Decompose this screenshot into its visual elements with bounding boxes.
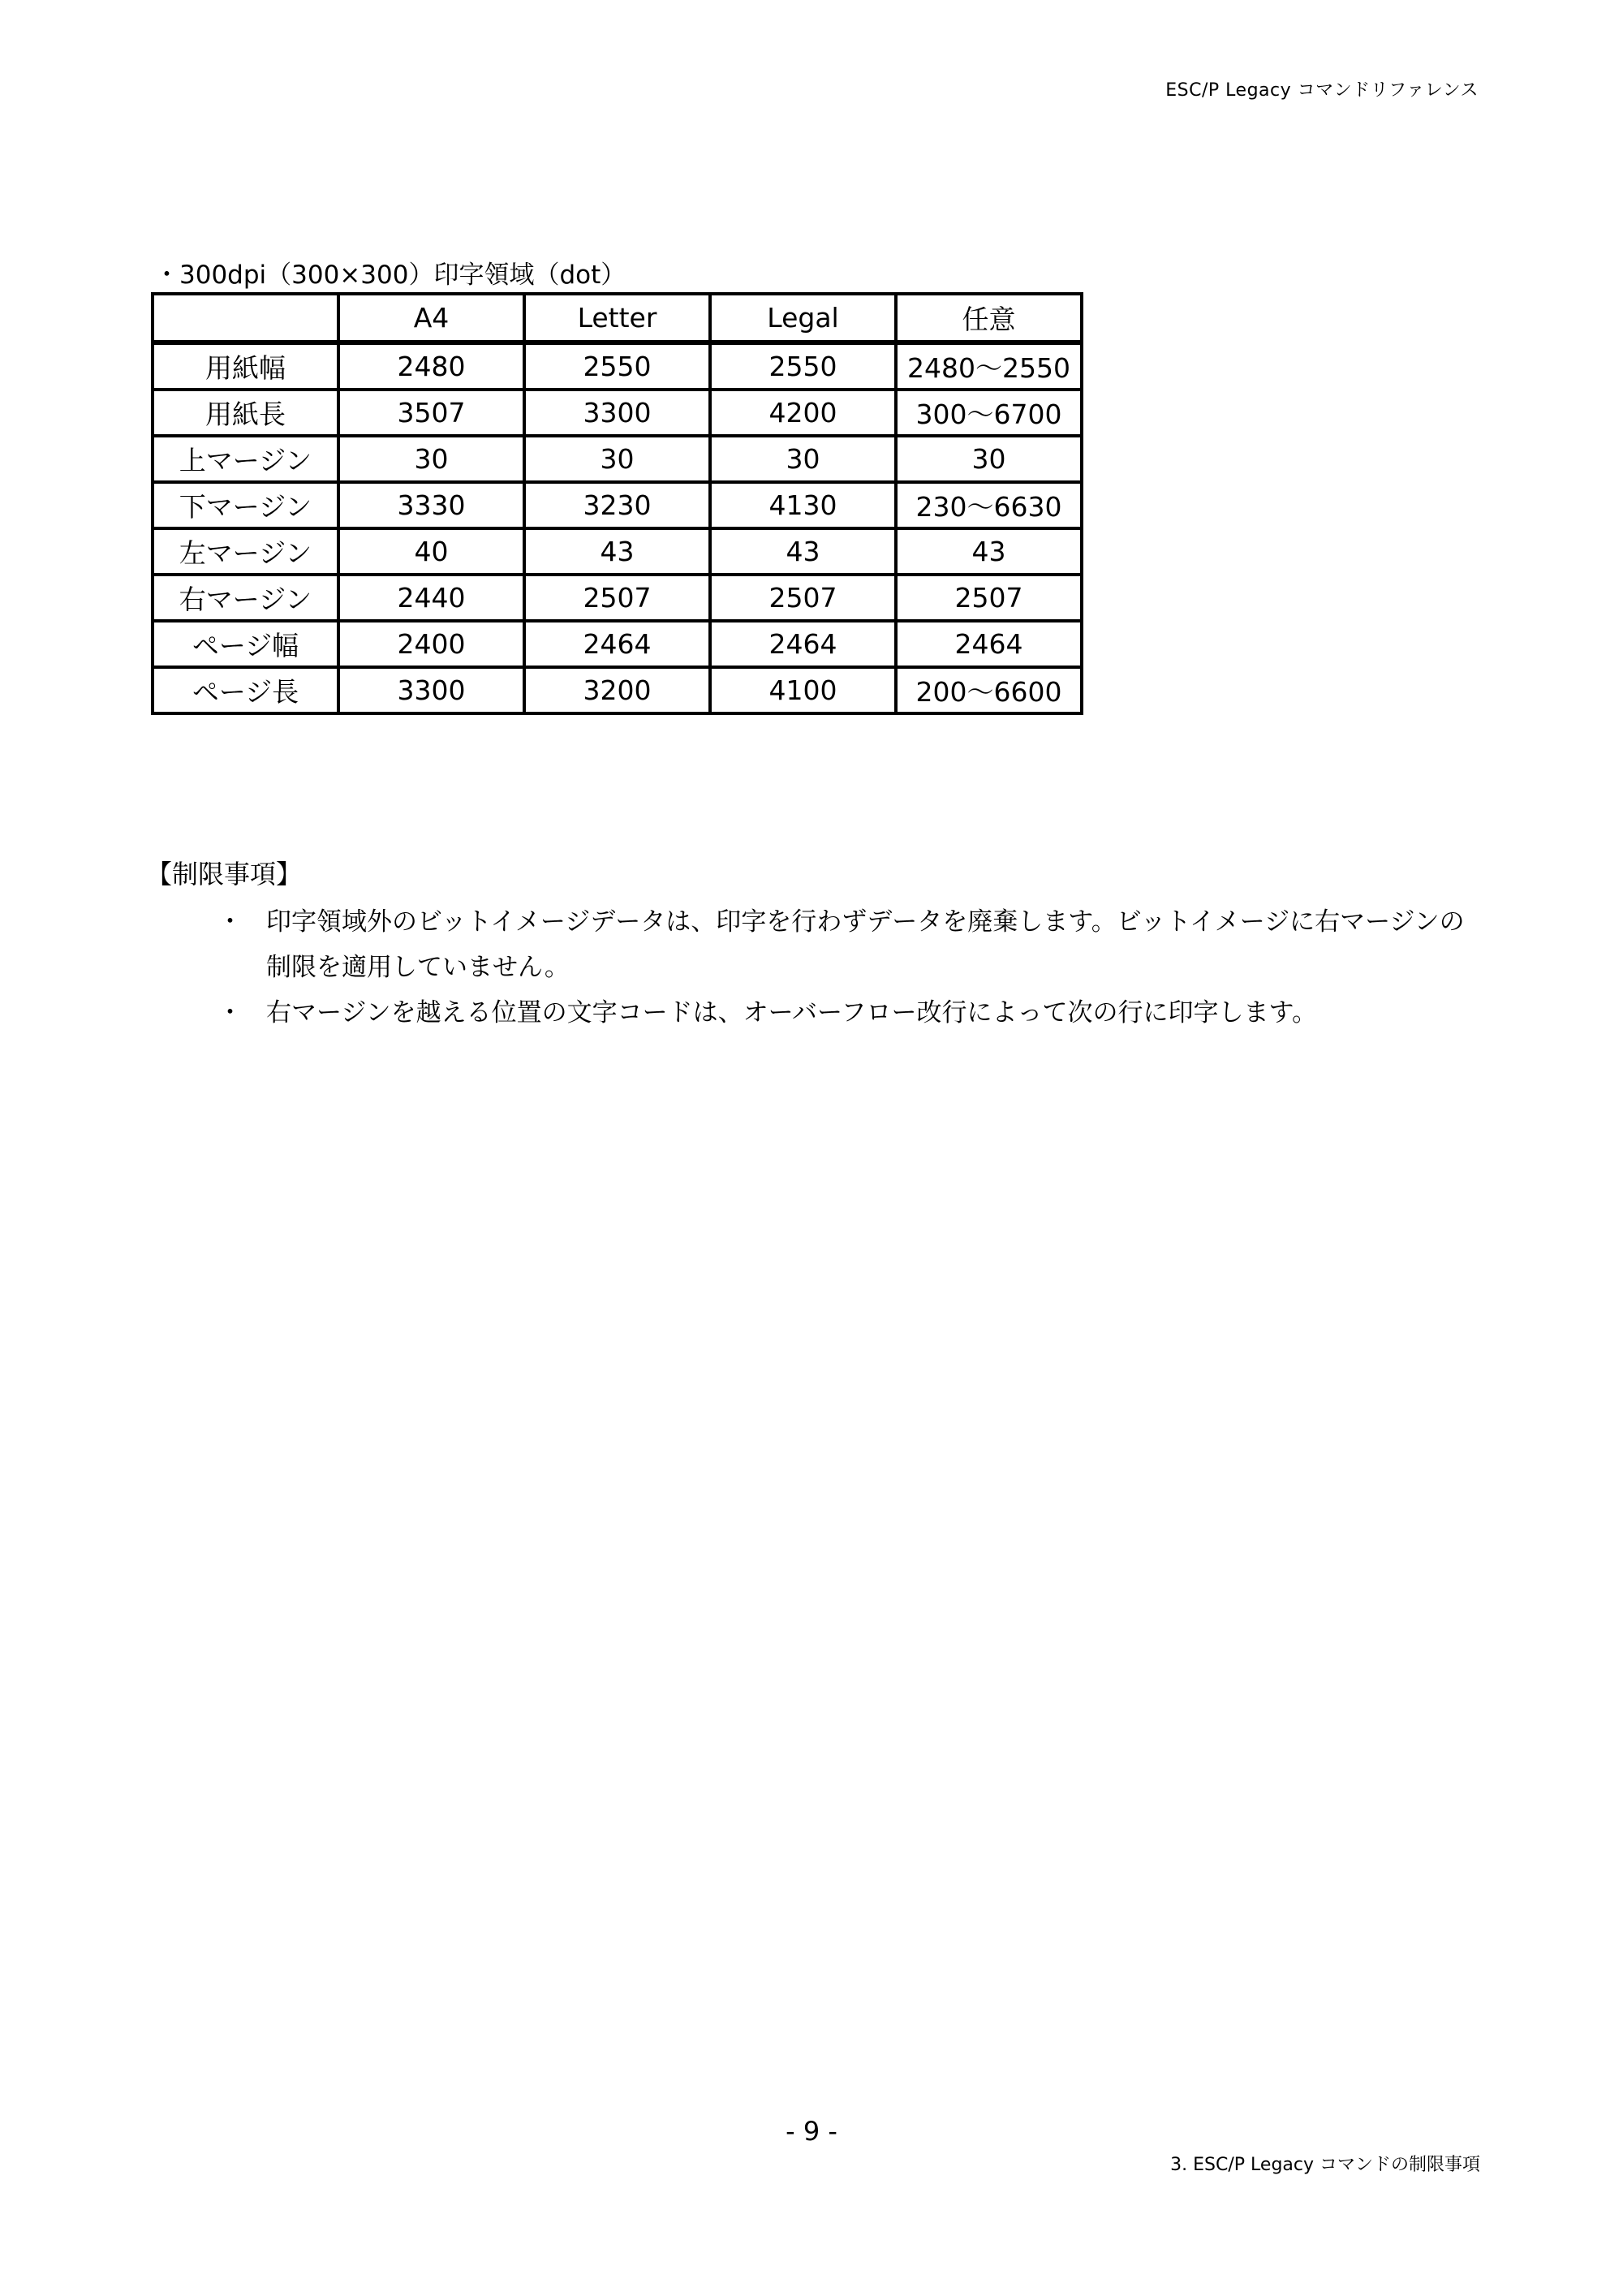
table-cell: 3230 (524, 482, 710, 528)
table-cell: 30 (338, 436, 524, 482)
table-row (153, 343, 1082, 390)
table-cell: 2550 (524, 343, 710, 390)
header-cell-legal: Legal (710, 294, 896, 343)
table-cell: 300～6700 (896, 390, 1082, 436)
table-cell: 2464 (710, 621, 896, 667)
table-cell: 30 (524, 436, 710, 482)
row-label: ページ幅 (153, 621, 338, 667)
table-cell: 2464 (896, 621, 1082, 667)
running-header: ESC/P Legacy コマンドリファレンス (1165, 80, 1479, 101)
table-cell: 4200 (710, 390, 896, 436)
table-cell: 43 (524, 528, 710, 575)
table-cell: 3200 (524, 667, 710, 713)
header-cell-letter: Letter (524, 294, 710, 343)
row-label: 左マージン (153, 528, 338, 575)
table-cell: 4130 (710, 482, 896, 528)
table-row (153, 528, 1082, 575)
table-cell: 2480～2550 (896, 343, 1082, 390)
table-cell: 2550 (710, 343, 896, 390)
row-label: 右マージン (153, 575, 338, 621)
restrictions-heading: 【制限事項】 (146, 859, 303, 890)
table-cell: 40 (338, 528, 524, 575)
list-item (211, 899, 1477, 990)
bullet-marker: ・ (217, 998, 243, 1027)
table-cell: 4100 (710, 667, 896, 713)
table-cell: 3507 (338, 390, 524, 436)
list-item-text: 右マージンを越える位置の文字コードは、オーバーフロー改行によって次の行に印字します。 (266, 998, 1318, 1027)
row-label: 下マージン (153, 482, 338, 528)
table-cell: 2507 (524, 575, 710, 621)
list-item-text: 印字領域外のビットイメージデータは、印字を行わずデータを廃棄します。ビットイメージに右マージンの制限を適用していません。 (266, 907, 1465, 982)
table-cell: 2400 (338, 621, 524, 667)
table-row (153, 390, 1082, 436)
header-cell-custom: 任意 (896, 294, 1082, 343)
table-cell: 43 (710, 528, 896, 575)
table-cell: 230～6630 (896, 482, 1082, 528)
table-cell: 2507 (896, 575, 1082, 621)
table-cell: 200～6600 (896, 667, 1082, 713)
print-area-table (151, 292, 1083, 715)
table-cell: 3300 (524, 390, 710, 436)
restrictions-list (211, 899, 1477, 1036)
page-number: - 9 - (786, 2116, 837, 2147)
row-label: ページ長 (153, 667, 338, 713)
table-cell: 3330 (338, 482, 524, 528)
list-item (211, 990, 1477, 1036)
table-row (153, 575, 1082, 621)
table-row (153, 667, 1082, 713)
table-row (153, 436, 1082, 482)
bullet-marker: ・ (217, 907, 243, 937)
table-cell: 2464 (524, 621, 710, 667)
header-cell-a4: A4 (338, 294, 524, 343)
row-label: 用紙長 (153, 390, 338, 436)
running-footer: 3. ESC/P Legacy コマンドの制限事項 (1170, 2155, 1480, 2175)
row-label: 用紙幅 (153, 343, 338, 390)
table-cell: 2440 (338, 575, 524, 621)
table-cell: 30 (710, 436, 896, 482)
row-label: 上マージン (153, 436, 338, 482)
table-caption: ・300dpi（300×300）印字領域（dot） (154, 261, 626, 290)
table-row (153, 621, 1082, 667)
header-cell-blank (153, 294, 338, 343)
table-cell: 2480 (338, 343, 524, 390)
table-cell: 30 (896, 436, 1082, 482)
table-cell: 43 (896, 528, 1082, 575)
table-header-row (153, 294, 1082, 343)
table-cell: 2507 (710, 575, 896, 621)
table-row (153, 482, 1082, 528)
table-cell: 3300 (338, 667, 524, 713)
